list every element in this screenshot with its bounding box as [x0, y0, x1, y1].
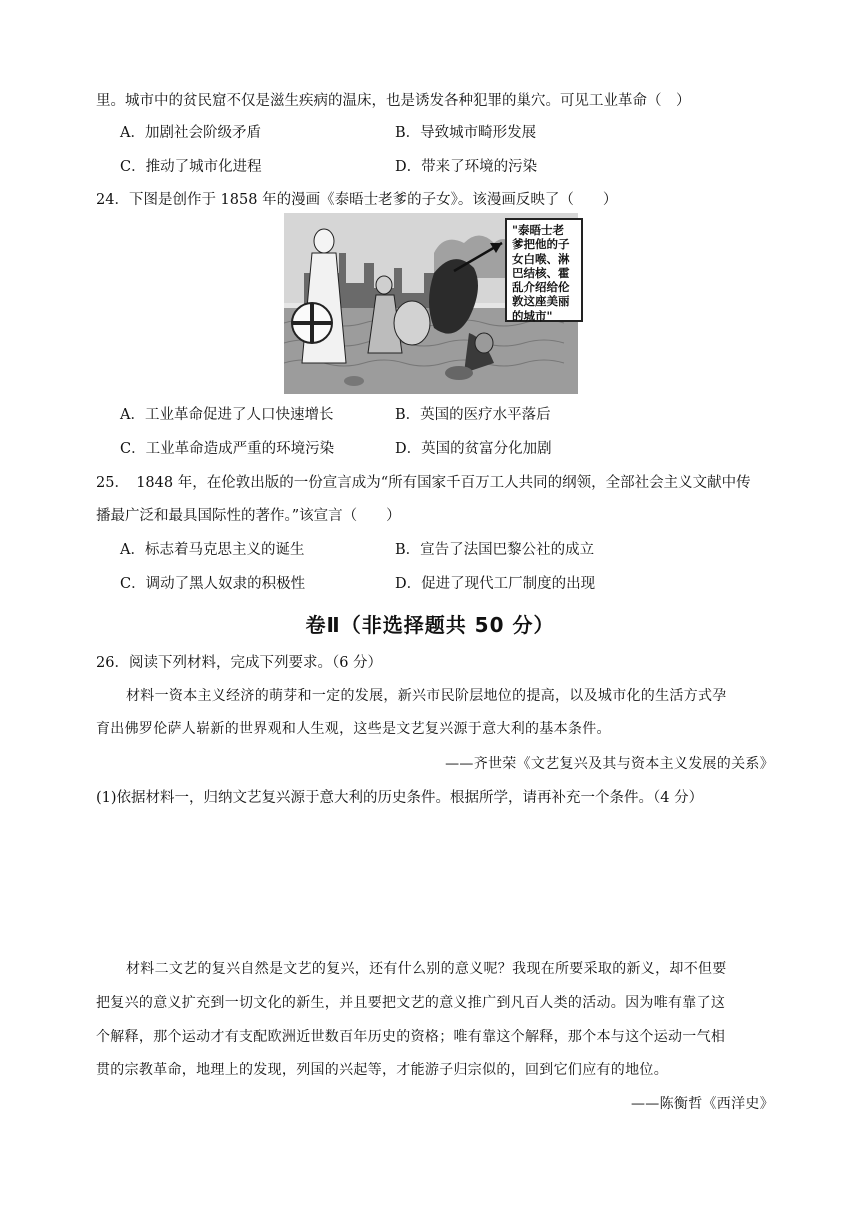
material2-line2: 把复兴的意义扩充到一切文化的新生，并且要把文艺的意义推广到凡百人类的活动。因为唯有靠了这: [96, 995, 726, 1011]
q25-option-b: B．宣告了法国巴黎公社的成立: [395, 542, 595, 558]
material1-line2: 育出佛罗伦萨人崭新的世界观和人生观，这些是文艺复兴源于意大利的基本条件。: [96, 721, 611, 737]
material2-line3: 个解释，那个运动才有支配欧洲近世数百年历史的资格；唯有靠这个解释，那个本与这个运动一气相: [96, 1029, 726, 1045]
q25-option-d: D．促进了现代工厂制度的出现: [395, 576, 596, 592]
q26-stem: 26．阅读下列材料，完成下列要求。（6 分）: [96, 655, 383, 671]
q24-option-d: D．英国的贫富分化加剧: [395, 441, 552, 457]
q25-stem-line1: 25． 1848 年，在伦敦出版的一份宣言成为“所有国家千百万工人共同的纲领，全部社会主义文献中传: [96, 475, 751, 491]
cartoon-caption-box: "泰晤士老 爹把他的子 女白喉、淋 巴结核、霍 乱介绍给伦 敦这座美丽 的城市": [505, 218, 583, 322]
q24-option-c: C．工业革命造成严重的环境污染: [120, 441, 335, 457]
q25-option-a: A．标志着马克思主义的诞生: [120, 542, 305, 558]
q25-option-c: C．调动了黑人奴隶的积极性: [120, 576, 306, 592]
q25-stem-line2: 播最广泛和最具国际性的著作。”该宣言（ ）: [96, 508, 401, 524]
q26-subquestion-1: (1)依据材料一，归纳文艺复兴源于意大利的历史条件。根据所学，请再补充一个条件。（4 分）: [96, 790, 704, 806]
q23-option-b: B．导致城市畸形发展: [395, 125, 537, 141]
q23-option-a: A．加剧社会阶级矛盾: [120, 125, 261, 141]
section-title: 卷Ⅱ（非选择题共 50 分）: [305, 613, 555, 637]
material1-source: ——齐世荣《文艺复兴及其与资本主义发展的关系》: [445, 756, 774, 772]
q24-stem: 24．下图是创作于 1858 年的漫画《泰晤士老爹的子女》。该漫画反映了（ ）: [96, 192, 618, 208]
material2-line1: 材料二文艺的复兴自然是文艺的复兴，还有什么别的意义呢？我现在所要采取的新义，却不但要: [126, 961, 727, 977]
q24-option-b: B．英国的医疗水平落后: [395, 407, 551, 423]
material1-line1: 材料一资本主义经济的萌芽和一定的发展，新兴市民阶层地位的提高，以及城市化的生活方式孕: [126, 688, 727, 704]
q23-option-d: D．带来了环境的污染: [395, 159, 538, 175]
material2-source: ——陈衡哲《西洋史》: [631, 1096, 774, 1112]
q23-option-c: C．推动了城市化进程: [120, 159, 262, 175]
q23-stem: 里。城市中的贫民窟不仅是滋生疾病的温床，也是诱发各种犯罪的巢穴。可见工业革命（ ）: [96, 93, 691, 109]
material2-line4: 贯的宗教革命，地理上的发现，列国的兴起等，才能游子归宗似的，回到它们应有的地位。: [96, 1062, 668, 1078]
q24-option-a: A．工业革命促进了人口快速增长: [120, 407, 334, 423]
